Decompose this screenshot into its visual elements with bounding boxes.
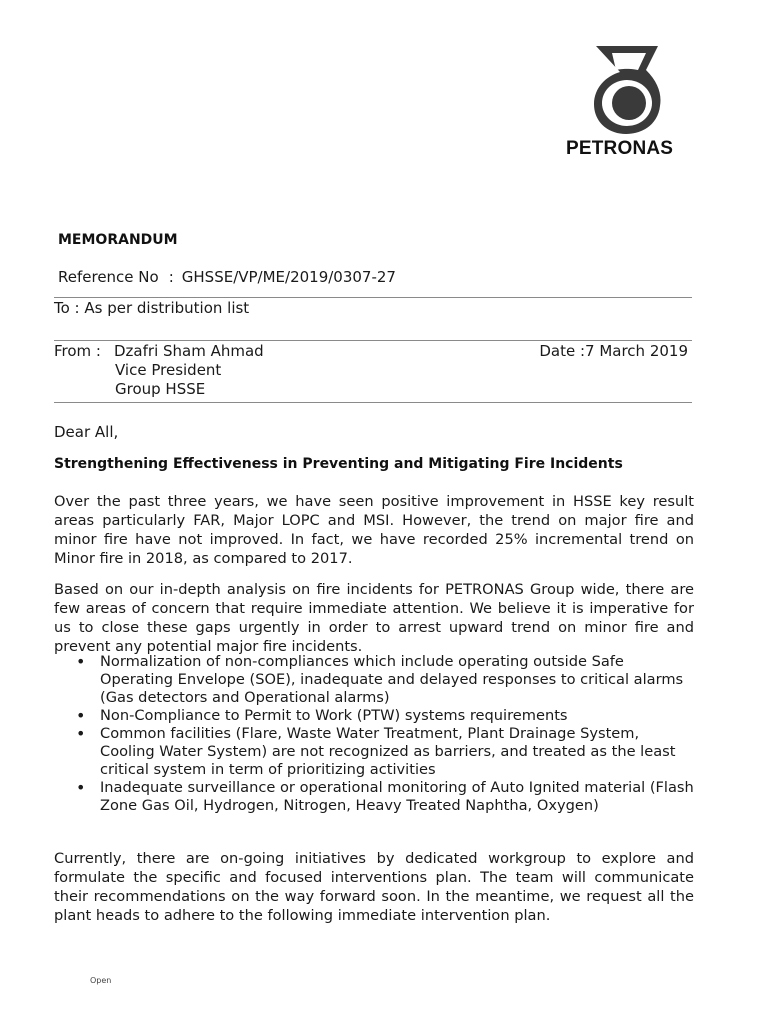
- list-item-text: Non-Compliance to Permit to Work (PTW) systems requirements: [100, 707, 568, 724]
- reference-line: [58, 268, 396, 286]
- divider: [54, 340, 692, 341]
- sender-name: Dzafri Sham Ahmad: [114, 342, 264, 360]
- reference-label: Reference No: [58, 268, 159, 286]
- sender-block: [114, 342, 264, 399]
- from-label: From :: [54, 342, 101, 360]
- sender-department: Group HSSE: [115, 380, 206, 398]
- memo-title: MEMORANDUM: [58, 232, 178, 248]
- brand-name: PETRONAS: [566, 138, 674, 159]
- concern-list: [54, 653, 694, 815]
- paragraph-analysis: Based on our in-depth analysis on fire incidents for PETRONAS Group wide, there are few areas of concern that require immediate attention. We believe it is imperative for us to close these gaps urgently in order to arrest upward trend on minor fire and prevent any potential major fire incidents.: [54, 581, 694, 655]
- paragraph-next-steps: Currently, there are on-going initiatives by dedicated workgroup to explore and formulate the specific and focused interventions plan. The team will communicate their recommendations on the way forward soon. In the meantime, we request all the plant heads to adhere to the following immediate intervention plan.: [54, 850, 694, 924]
- list-item: [54, 725, 694, 779]
- reference-separator: :: [168, 268, 174, 286]
- paragraph-intro: Over the past three years, we have seen positive improvement in HSSE key result areas particularly FAR, Major LOPC and MSI. However, the trend on major fire and minor fire have not improved. In fact, we have recorded 25% incremental trend on Minor fire in 2018, as compared to 2017.: [54, 493, 694, 567]
- bullet-glyph: •: [76, 778, 86, 797]
- bullet-glyph: •: [76, 652, 86, 671]
- classification-mark: Open: [90, 976, 112, 985]
- memo-date: Date :7 March 2019: [539, 342, 688, 360]
- list-item: [54, 707, 694, 725]
- list-item-text: Common facilities (Flare, Waste Water Treatment, Plant Drainage System, Cooling Water System) are not recognized as barriers, and treated as the least critical system in term of prioritizing activities: [100, 725, 676, 778]
- list-item: [54, 653, 694, 707]
- list-item-text: Normalization of non-compliances which include operating outside Safe Operating Envelope (SOE), inadequate and delayed responses to critical alarms (Gas detectors and Operational alarms): [100, 653, 684, 706]
- divider: [54, 297, 692, 298]
- list-item-text: Inadequate surveillance or operational monitoring of Auto Ignited material (Flash Zone Gas Oil, Hydrogen, Nitrogen, Heavy Treated Naphtha, Oxygen): [100, 779, 694, 814]
- list-item: [54, 779, 694, 815]
- petronas-logo-icon: [588, 40, 664, 136]
- reference-value: GHSSE/VP/ME/2019/0307-27: [181, 268, 396, 286]
- bullet-glyph: •: [76, 724, 86, 743]
- bullet-glyph: •: [76, 706, 86, 725]
- sender-title: Vice President: [115, 361, 222, 379]
- divider: [54, 402, 692, 403]
- recipient-line: To : As per distribution list: [54, 299, 250, 317]
- memo-subject: Strengthening Effectiveness in Preventing and Mitigating Fire Incidents: [54, 456, 623, 472]
- salutation: Dear All,: [54, 423, 119, 441]
